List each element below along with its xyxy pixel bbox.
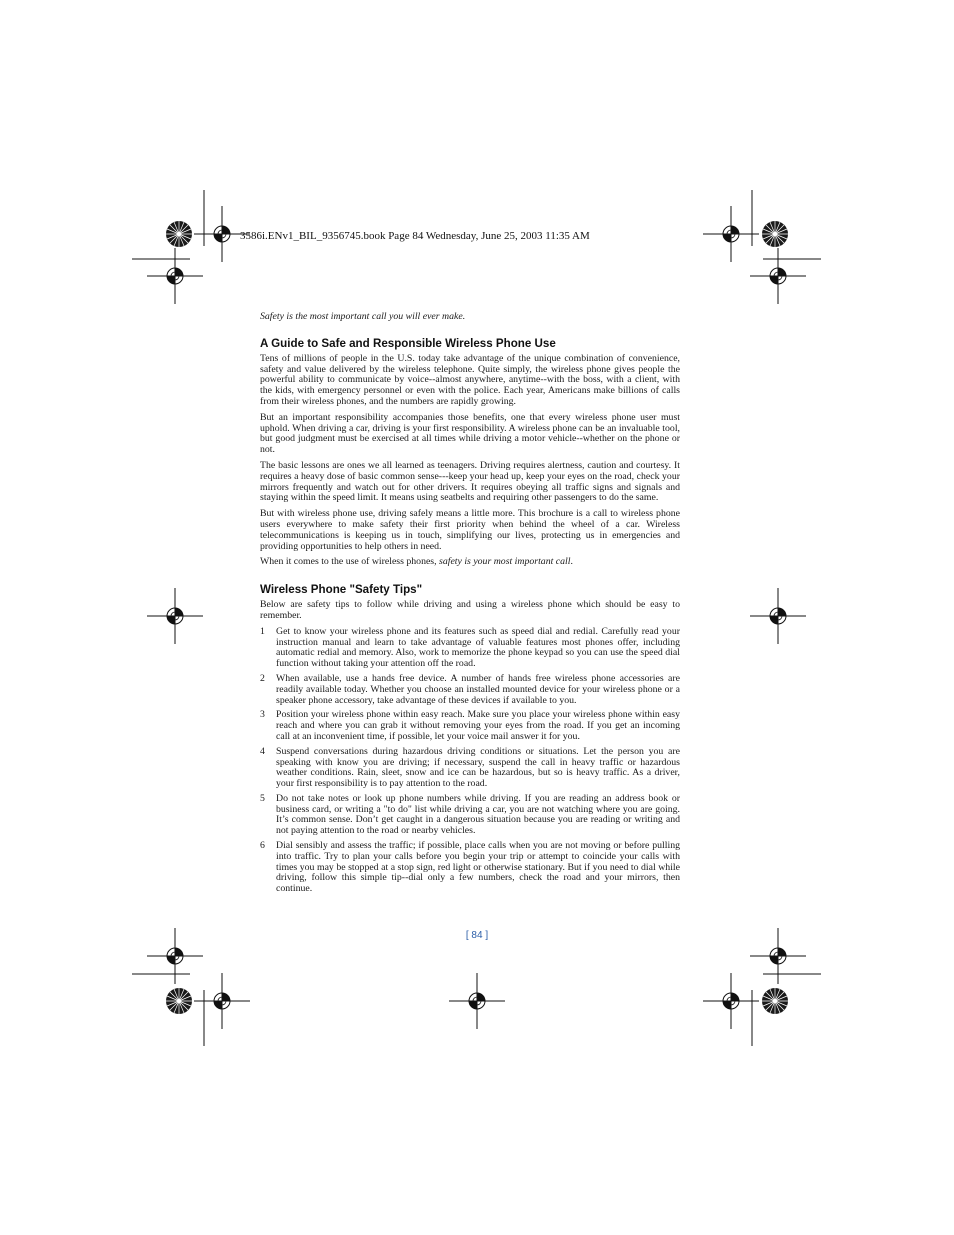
paragraph: But an important responsibility accompanies those benefits, one that every wireless phone user must uphold. When driving a car, driving is your first responsibility. A wireless phone can be an invaluable tool, but good judgment must be exercised at all times while driving a motor vehicle--whether on the phone or not. (260, 411, 680, 456)
list-item (260, 710, 680, 742)
safety-tips-list (260, 627, 680, 895)
list-item-number: 6 (260, 840, 265, 852)
list-item-text: When available, use a hands free device. A number of hands free wireless phone accessories are readily available today. Whether you choose an installed mounted device for your wireless phone or a speaker phone accessory, take advantage of these devices if available to you. (276, 672, 680, 706)
list-item-number: 5 (260, 792, 265, 804)
page-number: [ 84 ] (465, 930, 489, 941)
list-item-text: Suspend conversations during hazardous driving conditions or situations. Let the person you are speaking with know you are driving; if necessary, suspend the call in heavy traffic or hazardous weather conditions. Rain, sleet, snow and ice can be hazardous, but so is heavy traffic. As a driver, your first responsibility is to pay attention to the road. (276, 745, 680, 790)
paragraph: Tens of millions of people in the U.S. today take advantage of the unique combination of convenience, safety and value delivered by the wireless telephone. Quite simply, the wireless phone gives people the powerful ability to communicate by voice--almost anywhere, anytime--with the boss, with a client, with the kids, with emergency personnel or even with the police. Each year, Americans make billions of calls from their wireless phones, and the numbers are rapidly growing. (260, 352, 680, 407)
registration-target (449, 973, 505, 1029)
list-item-number: 3 (260, 709, 265, 721)
starburst-mark (166, 221, 192, 247)
registration-target (194, 973, 250, 1029)
list-item-number: 4 (260, 745, 265, 757)
registration-target (703, 973, 759, 1029)
registration-target (750, 588, 806, 644)
section-heading-safety-tips: Wireless Phone "Safety Tips" (260, 583, 423, 597)
list-item-number: 2 (260, 672, 265, 684)
registration-target (750, 248, 806, 304)
starburst-mark (166, 988, 192, 1014)
list-item (260, 841, 680, 895)
tagline: Safety is the most important call you will ever make. (260, 311, 466, 322)
list-item (260, 747, 680, 790)
list-item-text: Dial sensibly and assess the traffic; if possible, place calls when you are not moving or before pulling into traffic. Try to plan your calls before you begin your trip or attempt to coincide your calls with times you may be stopped at a stop sign, red light or otherwise stationary. But if you need to dial while driving, follow this simple tip--dial only a few numbers, check the road and your mirrors, then continue. (276, 840, 680, 895)
paragraph: But with wireless phone use, driving safely means a little more. This brochure is a call to wireless phone users everywhere to make safety their first priority when behind the wheel of a car. Wireless telecommunications is keeping us in touch, simplifying our lives, protecting us in emergencies and providing opportunities to help others in need. (260, 508, 680, 552)
list-item (260, 674, 680, 706)
list-item-text: Do not take notes or look up phone numbers while driving. If you are reading an address book or business card, or writing a "to do" list while driving a car, you are not watching where you are going. It’s common sense. Don’t get caught in a dangerous situation because you are reading or writing and not paying attention to the road or nearby vehicles. (276, 792, 680, 837)
registration-target (147, 588, 203, 644)
list-item (260, 794, 680, 837)
starburst-mark (762, 988, 788, 1014)
paragraph: The basic lessons are ones we all learned as teenagers. Driving requires alertness, caution and courtesy. It requires a heavy dose of basic common sense---keep your head up, keep your eyes on the road, check your mirrors frequently and watch out for other drivers. It requires obeying all traffic signs and signals and staying within the speed limit. It means using seatbelts and requiring other passengers to do the same. (260, 459, 680, 504)
list-item-number: 1 (260, 625, 265, 637)
closing-emphasis: safety is your most important call (439, 556, 571, 568)
closing-suffix: . (570, 556, 573, 568)
registration-target (703, 206, 759, 262)
starburst-mark (762, 221, 788, 247)
file-header: 3586i.ENv1_BIL_9356745.book Page 84 Wednesday, June 25, 2003 11:35 AM (240, 230, 590, 242)
list-item-text: Position your wireless phone within easy reach. Make sure you place your wireless phone within easy reach and where you can grab it without removing your eyes from the road. If you get an incoming call at an inconvenient time, if possible, let your voice mail answer it for you. (276, 709, 680, 742)
closing-paragraph (260, 557, 680, 568)
main-content (260, 312, 680, 899)
list-item-text: Get to know your wireless phone and its features such as speed dial and redial. Carefully read your instruction manual and learn to take advantage of valuable features most phones offer, including automatic redial and memory. Also, work to memorize the phone keypad so you can use the speed dial function without taking your attention off the road. (276, 625, 680, 670)
closing-prefix: When it comes to the use of wireless phones, (260, 556, 440, 568)
list-item (260, 627, 680, 670)
registration-target (147, 248, 203, 304)
tips-intro: Below are safety tips to follow while driving and using a wireless phone which should be easy to remember. (260, 599, 680, 621)
section-heading-guide: A Guide to Safe and Responsible Wireless Phone Use (260, 336, 556, 350)
